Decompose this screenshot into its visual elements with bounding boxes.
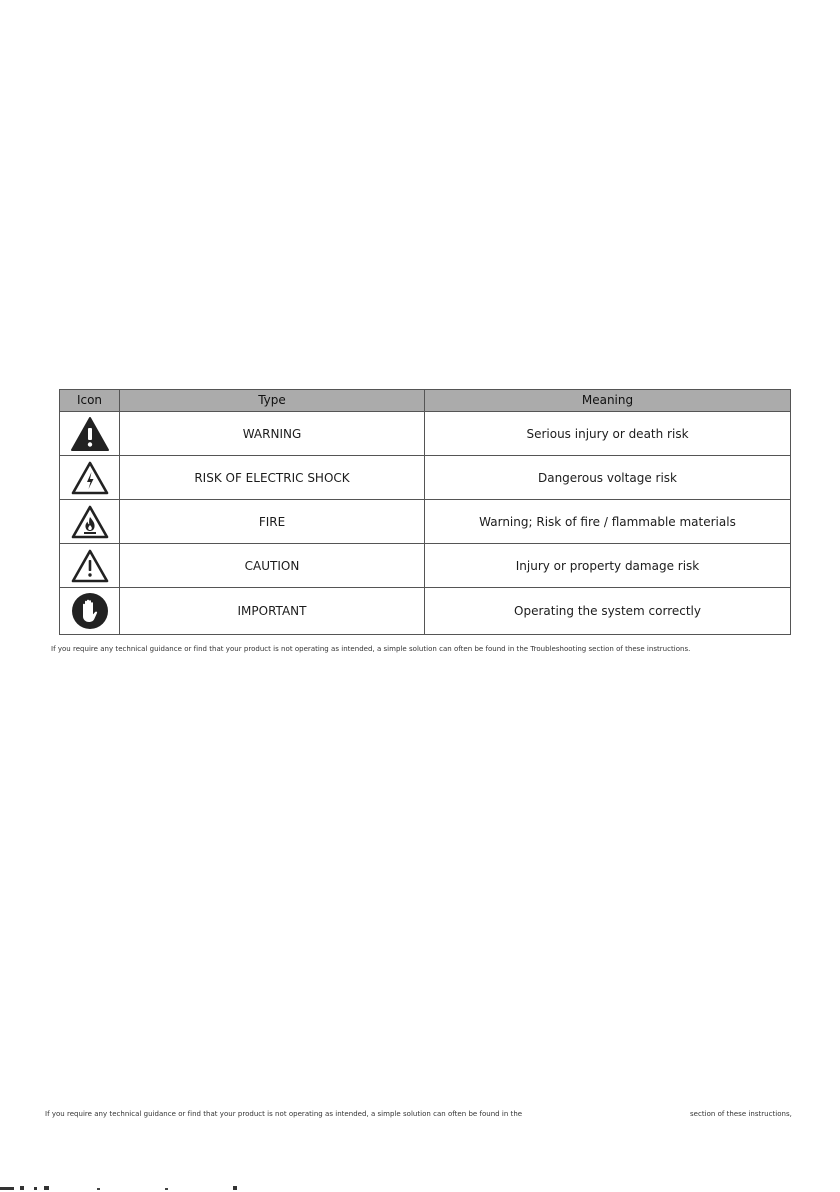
icon-cell	[60, 500, 120, 544]
table-row-important	[60, 588, 791, 635]
electric-shock-triangle-icon	[70, 460, 110, 496]
type-cell: RISK OF ELECTRIC SHOCK	[120, 456, 425, 500]
icon-cell	[60, 588, 120, 635]
icon-cell	[60, 456, 120, 500]
header-meaning: Meaning	[425, 390, 791, 412]
type-cell: FIRE	[120, 500, 425, 544]
header-type: Type	[120, 390, 425, 412]
troubleshooting-note: If you require any technical guidance or find that your product is not operating as intended, a simple solution can often be found in the Troubleshooting section of these instructions.	[51, 645, 691, 653]
cropped-text-fragment	[0, 1185, 840, 1192]
table-row-warning	[60, 412, 791, 456]
icon-cell	[60, 544, 120, 588]
type-cell: IMPORTANT	[120, 588, 425, 635]
table-row-caution	[60, 544, 791, 588]
meaning-cell: Serious injury or death risk	[425, 412, 791, 456]
meaning-cell: Operating the system correctly	[425, 588, 791, 635]
type-cell: CAUTION	[120, 544, 425, 588]
meaning-cell: Warning; Risk of fire / flammable materials	[425, 500, 791, 544]
safety-symbols-table	[59, 389, 791, 635]
caution-outline-triangle-icon	[70, 548, 110, 584]
meaning-cell: Dangerous voltage risk	[425, 456, 791, 500]
table-row-electric-shock	[60, 456, 791, 500]
footer-note-right: section of these instructions,	[690, 1110, 792, 1118]
footer-note-left: If you require any technical guidance or find that your product is not operating as intended, a simple solution can often be found in the	[45, 1110, 523, 1118]
hand-stop-circle-icon	[70, 591, 110, 631]
table-header-row	[60, 390, 791, 412]
icon-cell	[60, 412, 120, 456]
table-row-fire	[60, 500, 791, 544]
header-icon: Icon	[60, 390, 120, 412]
type-cell: WARNING	[120, 412, 425, 456]
meaning-cell: Injury or property damage risk	[425, 544, 791, 588]
warning-filled-triangle-icon	[70, 416, 110, 452]
fire-triangle-icon	[70, 504, 110, 540]
